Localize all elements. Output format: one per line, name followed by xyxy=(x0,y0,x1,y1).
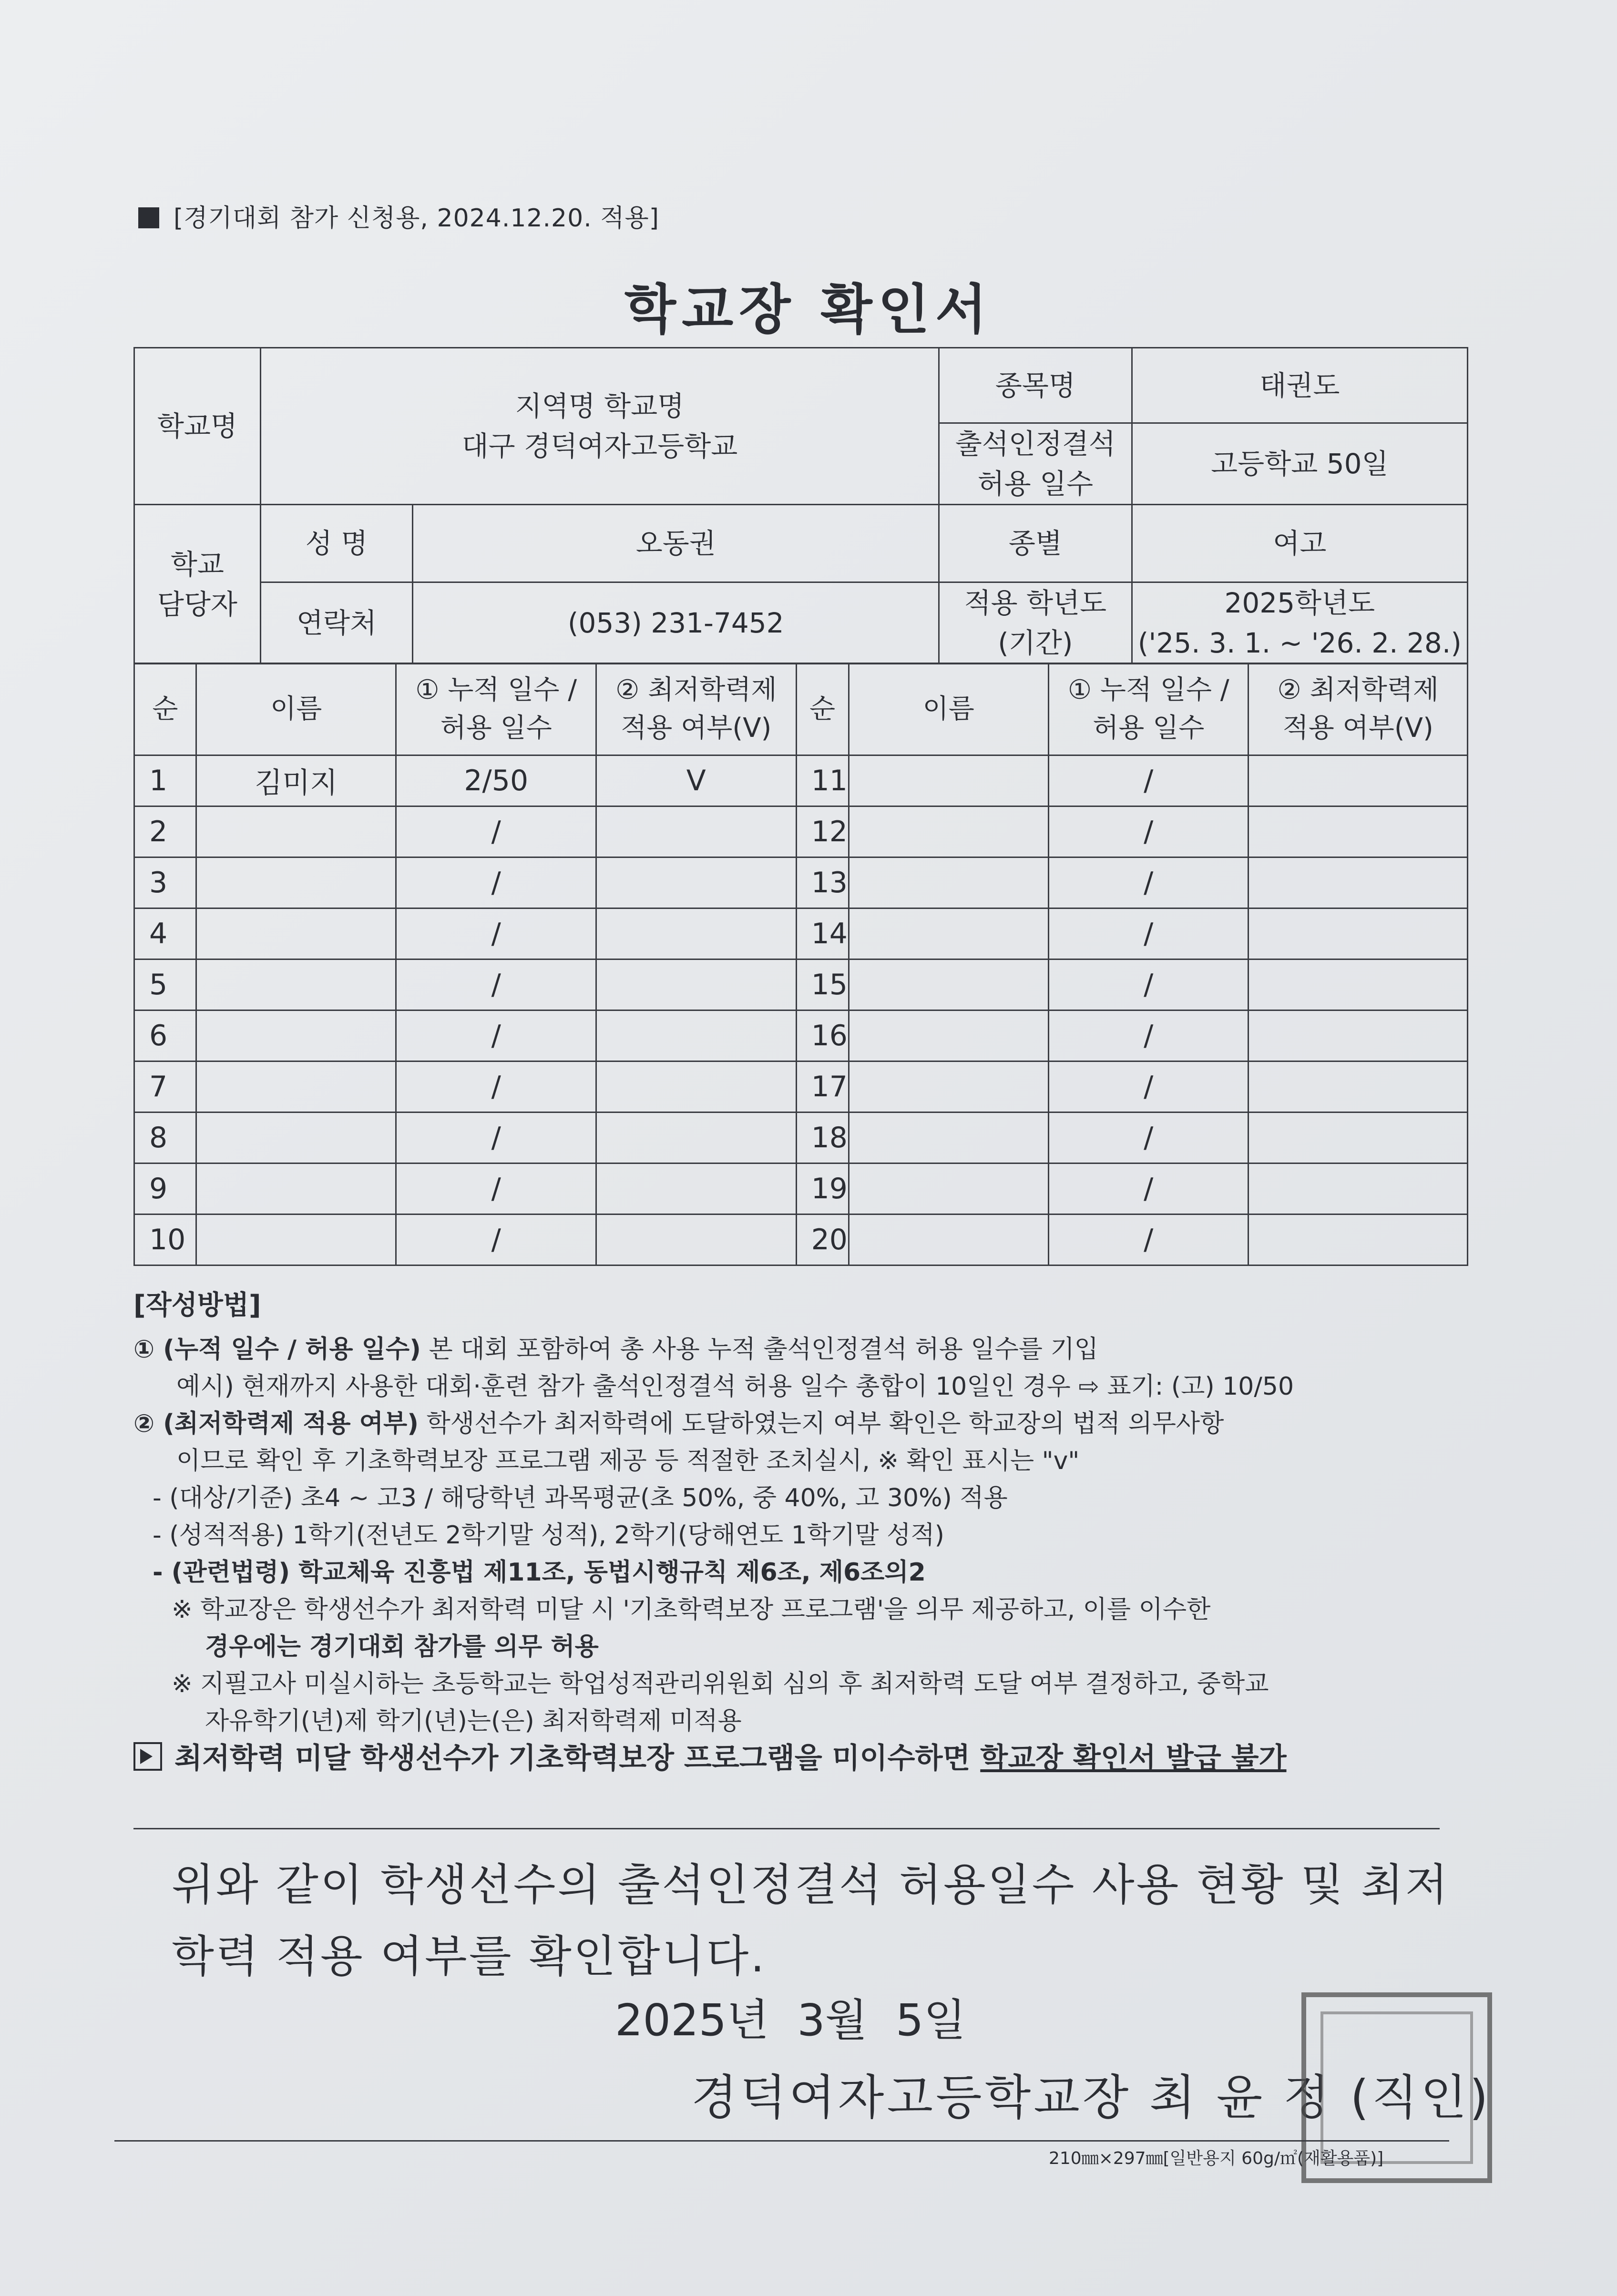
row-no-right: 11 xyxy=(796,755,849,806)
row-name-left: 김미지 xyxy=(196,755,396,806)
table-row xyxy=(134,1112,1468,1163)
row-no-right: 12 xyxy=(796,806,849,857)
row-name-right xyxy=(849,857,1048,908)
square-bullet-icon xyxy=(138,207,159,228)
row-no-left: 2 xyxy=(134,806,196,857)
absence-value: 고등학교 50일 xyxy=(1132,423,1467,505)
table-row xyxy=(134,908,1468,959)
col-days-1-right: ① 누적 일수 / xyxy=(1067,674,1229,705)
col-no-header: 순 xyxy=(134,663,196,755)
row-days-right: / xyxy=(1049,1010,1249,1061)
col-days-header xyxy=(396,663,596,755)
row-name-left xyxy=(196,1112,396,1163)
row-name-left xyxy=(196,1163,396,1214)
row-days-right: / xyxy=(1049,1061,1249,1112)
guide-detail-grades: - (성적적용) 1학기(전년도 2학기말 성적), 2학기(당해연도 1학기말 성적) xyxy=(153,1521,944,1550)
row-days-right: / xyxy=(1049,755,1249,806)
row-no-left: 7 xyxy=(134,1061,196,1112)
col-days-2: 허용 일수 xyxy=(440,713,552,744)
row-name-right xyxy=(849,806,1048,857)
year-value xyxy=(1132,582,1467,664)
manager-label-2: 담당자 xyxy=(157,588,237,621)
year-value-2: ('25. 3. 1. ~ '26. 2. 28.) xyxy=(1137,627,1462,659)
absence-label xyxy=(939,423,1132,505)
absence-label-1: 출석인정결석 xyxy=(955,428,1116,460)
col-check-1: ② 최저학력제 xyxy=(615,674,777,705)
manager-label xyxy=(134,505,261,664)
guide-item-1 xyxy=(133,1331,1468,1368)
row-check-right xyxy=(1249,1061,1468,1112)
row-no-left: 3 xyxy=(134,857,196,908)
contact-value: (053) 231-7452 xyxy=(413,582,939,664)
row-name-left xyxy=(196,1061,396,1112)
roster-body xyxy=(134,663,1468,1265)
row-check-left xyxy=(596,806,797,857)
school-value xyxy=(260,348,939,505)
row-name-right xyxy=(849,1061,1048,1112)
row-name-left xyxy=(196,806,396,857)
guide-item-1-text: 본 대회 포함하여 총 사용 누적 출석인정결석 허용 일수를 기입 xyxy=(420,1335,1099,1364)
writing-guide xyxy=(133,1287,1468,1777)
row-check-left xyxy=(596,1010,797,1061)
row-check-left xyxy=(596,857,797,908)
row-days-left: / xyxy=(396,1010,596,1061)
row-check-right xyxy=(1249,1214,1468,1265)
row-check-right xyxy=(1249,1163,1468,1214)
guide-item-1-title: ① (누적 일수 / 허용 일수) xyxy=(133,1335,421,1364)
table-row xyxy=(134,959,1468,1010)
row-name-left xyxy=(196,1214,396,1265)
row-no-left: 4 xyxy=(134,908,196,959)
row-days-left: / xyxy=(396,857,596,908)
table-row xyxy=(134,857,1468,908)
table-row xyxy=(134,755,1468,806)
row-name-left xyxy=(196,908,396,959)
row-check-right xyxy=(1249,857,1468,908)
row-check-left: V xyxy=(596,755,797,806)
row-no-right: 18 xyxy=(796,1112,849,1163)
col-days-2-right: 허용 일수 xyxy=(1093,713,1205,744)
row-days-right: / xyxy=(1049,908,1249,959)
row-name-right xyxy=(849,959,1048,1010)
row-days-left: / xyxy=(396,959,596,1010)
divider-upper xyxy=(133,1828,1440,1829)
row-days-right: / xyxy=(1049,959,1249,1010)
row-name-right xyxy=(849,1214,1048,1265)
row-check-right xyxy=(1249,908,1468,959)
row-name-right xyxy=(849,1163,1048,1214)
year-label-2: (기간) xyxy=(998,627,1073,659)
row-check-left xyxy=(596,1214,797,1265)
row-days-left: / xyxy=(396,806,596,857)
row-days-left: / xyxy=(396,1112,596,1163)
col-check-1-right: ② 최저학력제 xyxy=(1277,674,1439,705)
principal-signature: 경덕여자고등학교장 최 윤 정 (직인) xyxy=(691,2070,1491,2125)
row-check-right xyxy=(1249,806,1468,857)
confirmation-text: 위와 같이 학생선수의 출석인정결석 허용일수 사용 현황 및 최저학력 적용 여부를 확인합니다. xyxy=(172,1859,1450,1982)
row-name-right xyxy=(849,1112,1048,1163)
row-check-left xyxy=(596,908,797,959)
guide-item-1-example: 예시) 현재까지 사용한 대회·훈련 참가 출석인정결석 허용 일수 총합이 10일인 경우 ⇨ 표기: (고) 10/50 xyxy=(176,1372,1294,1401)
row-check-right xyxy=(1249,755,1468,806)
row-no-right: 16 xyxy=(796,1010,849,1061)
row-days-left: / xyxy=(396,908,596,959)
row-no-left: 9 xyxy=(134,1163,196,1214)
table-row xyxy=(134,1010,1468,1061)
row-name-left xyxy=(196,959,396,1010)
row-check-right xyxy=(1249,959,1468,1010)
manager-label-1: 학교 xyxy=(170,548,224,581)
sport-label: 종목명 xyxy=(939,348,1132,423)
row-name-right xyxy=(849,755,1048,806)
row-name-right xyxy=(849,1010,1048,1061)
roster-table xyxy=(133,663,1468,1266)
final-warning-text: 최저학력 미달 학생선수가 기초학력보장 프로그램을 미이수하면 xyxy=(174,1742,981,1775)
row-no-left: 5 xyxy=(134,959,196,1010)
header-note-text: [경기대회 참가 신청용, 2024.12.20. 적용] xyxy=(174,204,660,233)
row-days-right: / xyxy=(1049,857,1249,908)
issue-date: 2025년 3월 5일 xyxy=(615,1995,966,2046)
row-days-left: / xyxy=(396,1214,596,1265)
row-check-left xyxy=(596,1163,797,1214)
table-row xyxy=(134,1214,1468,1265)
row-days-right: / xyxy=(1049,1214,1249,1265)
absence-label-2: 허용 일수 xyxy=(977,468,1094,500)
guide-remark-2: ※ 지필고사 미실시하는 초등학교는 학업성적관리위원회 심의 후 최저학력 도달 여부 결정하고, 중학교 xyxy=(172,1670,1269,1698)
col-name-header: 이름 xyxy=(196,663,396,755)
row-check-left xyxy=(596,1112,797,1163)
table-row xyxy=(134,806,1468,857)
guide-heading: [작성방법] xyxy=(133,1290,261,1321)
school-label: 학교명 xyxy=(134,348,261,505)
document-title: 학교장 확인서 xyxy=(624,279,993,341)
name-label: 성 명 xyxy=(260,505,413,582)
col-check-2: 적용 여부(V) xyxy=(621,713,772,744)
guide-detail-law: - (관련법령) 학교체육 진흥법 제11조, 동법시행규칙 제6조, 제6조의2 xyxy=(153,1558,926,1587)
year-label-1: 적용 학년도 xyxy=(964,587,1107,619)
guide-remark-2b: 자유학기(년)제 학기(년)는(은) 최저학력제 미적용 xyxy=(205,1707,742,1735)
divider-lower xyxy=(114,2140,1449,2142)
info-table xyxy=(133,347,1468,664)
row-name-left xyxy=(196,857,396,908)
col-check-header xyxy=(596,663,797,755)
col-name-header-right: 이름 xyxy=(849,663,1048,755)
row-check-left xyxy=(596,959,797,1010)
sport-value: 태권도 xyxy=(1132,348,1467,423)
row-check-right xyxy=(1249,1112,1468,1163)
row-no-right: 14 xyxy=(796,908,849,959)
final-warning-emphasis: 학교장 확인서 발급 불가 xyxy=(980,1742,1287,1775)
guide-remark-1b: 경우에는 경기대회 참가를 의무 허용 xyxy=(205,1633,599,1661)
col-days-1: ① 누적 일수 / xyxy=(415,674,577,705)
school-line-1: 지역명 학교명 xyxy=(515,390,685,422)
row-no-left: 1 xyxy=(134,755,196,806)
row-no-right: 19 xyxy=(796,1163,849,1214)
col-check-header-right xyxy=(1249,663,1468,755)
row-days-left: / xyxy=(396,1061,596,1112)
name-value: 오동권 xyxy=(413,505,939,582)
school-line-2: 대구 경덕여자고등학교 xyxy=(461,430,738,462)
row-no-right: 13 xyxy=(796,857,849,908)
roster-header-row xyxy=(134,663,1468,755)
final-warning xyxy=(133,1740,1468,1777)
col-no-header-right: 순 xyxy=(796,663,849,755)
guide-item-2-text: 학생선수가 최저학력에 도달하였는지 여부 확인은 학교장의 법적 의무사항 xyxy=(418,1409,1224,1438)
guide-item-2-title: ② (최저학력제 적용 여부) xyxy=(133,1409,419,1438)
row-check-left xyxy=(596,1061,797,1112)
table-row xyxy=(134,1061,1468,1112)
guide-detail-target: - (대상/기준) 초4 ~ 고3 / 해당학년 과목평균(초 50%, 중 40%, 고 30%) 적용 xyxy=(153,1484,1008,1512)
row-days-left: / xyxy=(396,1163,596,1214)
row-no-left: 8 xyxy=(134,1112,196,1163)
row-no-right: 20 xyxy=(796,1214,849,1265)
col-check-2-right: 적용 여부(V) xyxy=(1282,713,1433,744)
row-days-right: / xyxy=(1049,1112,1249,1163)
paper-spec: 210㎜×297㎜[일반용지 60g/㎡(재활용품)] xyxy=(1049,2149,1384,2168)
row-no-right: 15 xyxy=(796,959,849,1010)
arrow-box-icon xyxy=(133,1742,162,1771)
row-name-right xyxy=(849,908,1048,959)
year-value-1: 2025학년도 xyxy=(1224,587,1375,619)
row-days-left: 2/50 xyxy=(396,755,596,806)
guide-item-2-text-2: 이므로 확인 후 기초학력보장 프로그램 제공 등 적절한 조치실시, ※ 확인 표시는 "v" xyxy=(176,1447,1080,1475)
table-row xyxy=(134,1163,1468,1214)
division-value: 여고 xyxy=(1132,505,1467,582)
row-check-right xyxy=(1249,1010,1468,1061)
row-days-right: / xyxy=(1049,1163,1249,1214)
contact-label: 연락처 xyxy=(260,582,413,664)
guide-item-2 xyxy=(133,1405,1468,1442)
year-label xyxy=(939,582,1132,664)
row-no-left: 6 xyxy=(134,1010,196,1061)
division-label: 종별 xyxy=(939,505,1132,582)
col-days-header-right xyxy=(1049,663,1249,755)
row-no-left: 10 xyxy=(134,1214,196,1265)
row-no-right: 17 xyxy=(796,1061,849,1112)
row-name-left xyxy=(196,1010,396,1061)
guide-remark-1: ※ 학교장은 학생선수가 최저학력 미달 시 '기초학력보장 프로그램'을 의무 제공하고, 이를 이수한 xyxy=(172,1595,1211,1624)
header-note xyxy=(138,198,659,234)
row-days-right: / xyxy=(1049,806,1249,857)
